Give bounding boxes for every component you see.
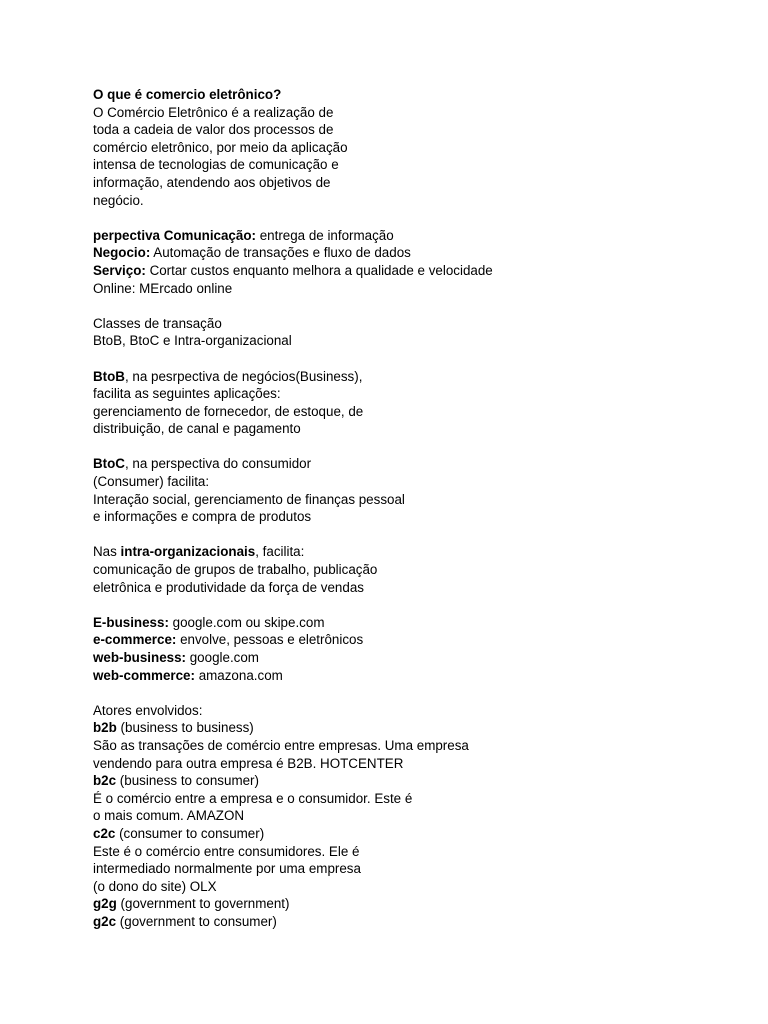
example-line [93,649,733,667]
perspective-label: perpectiva Comunicação: [93,227,256,243]
actor-label: b2c [93,773,117,789]
intro-line: informação, atendendo aos objetivos de [93,174,331,190]
actor-label: g2g [93,896,117,912]
intra-line: comunicação de grupos de trabalho, publicação [93,562,378,578]
perspective-line [93,262,733,280]
example-text: amazona.com [194,667,283,683]
btoc-line: (Consumer) facilita: [93,474,210,490]
example-label: web-business: [93,650,187,665]
btoc-line: e informações e compra de produtos [93,509,312,525]
intra-first-line: Nas intra-organizacionais, facilita: [93,544,305,560]
example-text: google.com ou skipe.com [168,614,325,630]
paragraph-gap [93,350,733,368]
example-line [93,667,733,685]
btob-line: gerenciamento de fornecedor, de estoque, de [93,403,364,419]
example-line [93,631,733,649]
btoc-label: BtoC [93,456,125,472]
intro-line: toda a cadeia de valor dos processos de [93,122,334,138]
actor-description: É o comércio entre a empresa e o consumidor. Este é [93,790,413,806]
perspective-text: entrega de informação [255,227,394,243]
perspective-line [93,227,733,245]
example-label: E-business: [93,614,169,630]
perspective-label: Serviço: [93,262,146,278]
example-label: e-commerce: [93,632,177,648]
intro-line: comércio eletrônico, por meio da aplicação [93,139,348,155]
example-line [93,614,733,632]
document-body [93,86,733,931]
example-text: envolve, pessoas e eletrônicos [176,632,364,648]
btob-line: facilita as seguintes aplicações: [93,386,281,402]
classes-heading: Classes de transação [93,315,222,331]
intro-line: negócio. [93,192,144,208]
actor-label: g2c [93,913,117,929]
btob-label: BtoB [93,368,125,384]
perspective-line [93,280,733,298]
actor-g2g: g2g (government to government) [93,896,290,912]
classes-list: BtoB, BtoC e Intra-organizacional [93,333,292,349]
intra-line: eletrônica e produtividade da força de vendas [93,579,364,595]
perspective-line [93,244,733,262]
actor-b2b: b2b (business to business) [93,720,254,736]
btoc-first-line: BtoC, na perspectiva do consumidor [93,456,312,472]
actor-description: São as transações de comércio entre empresas. Uma empresa [93,737,469,753]
actor-c2c: c2c (consumer to consumer) [93,825,265,841]
perspective-text: Cortar custos enquanto melhora a qualidade e velocidade [145,262,493,278]
actor-g2c: g2c (government to consumer) [93,913,277,929]
intro-line: intensa de tecnologias de comunicação e [93,157,339,173]
btob-line: distribuição, de canal e pagamento [93,421,301,437]
intra-label: intra-organizacionais [120,544,256,560]
actor-label: b2b [93,720,117,736]
paragraph-gap [93,684,733,702]
intro-line: O Comércio Eletrônico é a realização de [93,104,334,120]
actor-description: Este é o comércio entre consumidores. Ele é [93,843,360,859]
actor-description: o mais comum. AMAZON [93,808,245,824]
perspective-text: Online: MErcado online [93,280,233,296]
paragraph-gap [93,209,733,227]
btoc-line: Interação social, gerenciamento de finanças pessoal [93,491,405,507]
actor-label: c2c [93,825,116,841]
btob-first-line: BtoB, na pesrpectiva de negócios(Business), [93,368,363,384]
actor-description: vendendo para outra empresa é B2B. HOTCENTER [93,755,404,771]
actor-description: (o dono do site) OLX [93,878,217,894]
paragraph-gap [93,596,733,614]
actor-description: intermediado normalmente por uma empresa [93,861,361,877]
example-text: google.com [186,650,259,665]
document-title: O que é comercio eletrônico? [93,87,282,102]
perspective-label: Negocio: [93,245,151,261]
example-label: web-commerce: [93,667,195,683]
actors-heading: Atores envolvidos: [93,702,203,718]
paragraph-gap [93,526,733,544]
paragraph-gap [93,297,733,315]
actor-b2c: b2c (business to consumer) [93,773,259,789]
paragraph-gap [93,438,733,456]
perspective-text: Automação de transações e fluxo de dados [150,245,411,261]
